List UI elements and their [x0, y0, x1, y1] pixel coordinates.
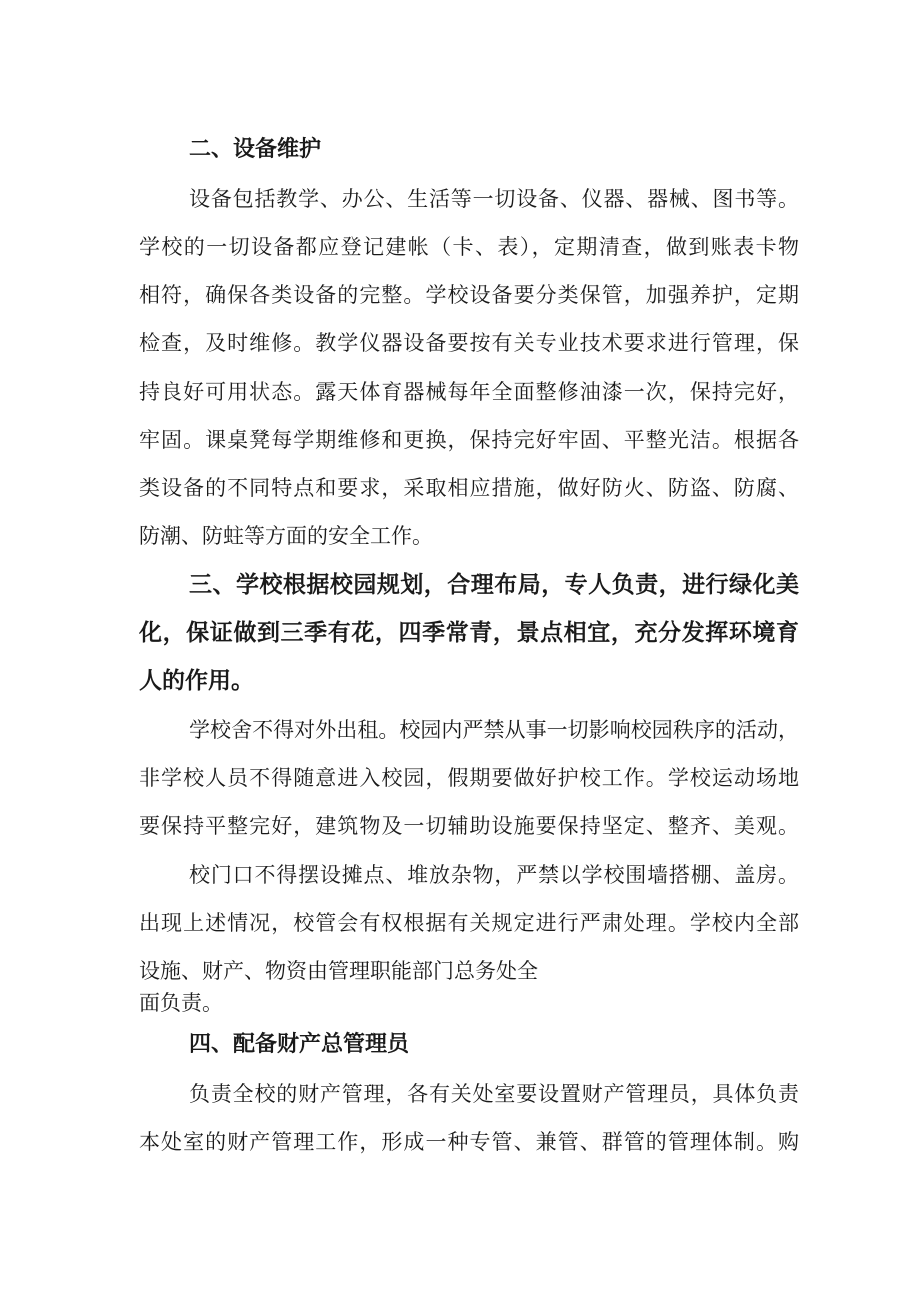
section-3-paragraph-2-line: 出现上述情况，校管会有权根据有关规定进行严肃处理。学校内全部: [139, 911, 799, 935]
section-3-heading-line: 化，保证做到三季有花，四季常青，景点相宜，充分发挥环境育: [139, 620, 799, 646]
section-4-line: 本处室的财产管理工作，形成一种专管、兼管、群管的管理体制。购: [139, 1130, 799, 1154]
section-2-heading: 二、设备维护: [189, 137, 322, 162]
section-2-line: 设备包括教学、办公、生活等一切设备、仪器、器械、图书等。: [189, 187, 799, 211]
section-3-paragraph-2-line: 面负责。: [139, 991, 223, 1015]
section-2-line: 防潮、防蛀等方面的安全工作。: [139, 524, 433, 548]
section-2-line: 相符，确保各类设备的完整。学校设备要分类保管，加强养护，定期: [139, 283, 799, 307]
section-3-paragraph-1-line: 要保持平整完好，建筑物及一切辅助设施要保持坚定、整齐、美观。: [139, 814, 799, 838]
section-3-paragraph-2-line: 设施、财产、物资由管理职能部门总务处全: [139, 959, 538, 983]
section-4-line: 负责全校的财产管理，各有关处室要设置财产管理员，具体负责: [189, 1082, 799, 1106]
section-3-paragraph-1-line: 非学校人员不得随意进入校园，假期要做好护校工作。学校运动场地: [139, 766, 799, 790]
section-3-paragraph-1-line: 学校舍不得对外出租。校园内严禁从事一切影响校园秩序的活动，: [189, 718, 799, 742]
section-3-heading-line: 人的作用。: [139, 668, 254, 694]
section-3-heading-line: 三、学校根据校园规划，合理布局，专人负责，进行绿化美: [189, 572, 799, 598]
section-2-line: 学校的一切设备都应登记建帐（卡、表），定期清查，做到账表卡物: [139, 235, 799, 259]
section-3-paragraph-2-line: 校门口不得摆设摊点、堆放杂物，严禁以学校围墙搭棚、盖房。: [189, 863, 799, 887]
section-2-line: 类设备的不同特点和要求，采取相应措施，做好防火、防盗、防腐、: [139, 476, 799, 500]
section-2-line: 检查，及时维修。教学仪器设备要按有关专业技术要求进行管理，保: [139, 331, 799, 355]
section-4-heading: 四、配备财产总管理员: [189, 1032, 410, 1057]
section-2-line: 牢固。课桌凳每学期维修和更换，保持完好牢固、平整光洁。根据各: [139, 428, 799, 452]
section-2-line: 持良好可用状态。露天体育器械每年全面整修油漆一次，保持完好，: [139, 380, 799, 404]
